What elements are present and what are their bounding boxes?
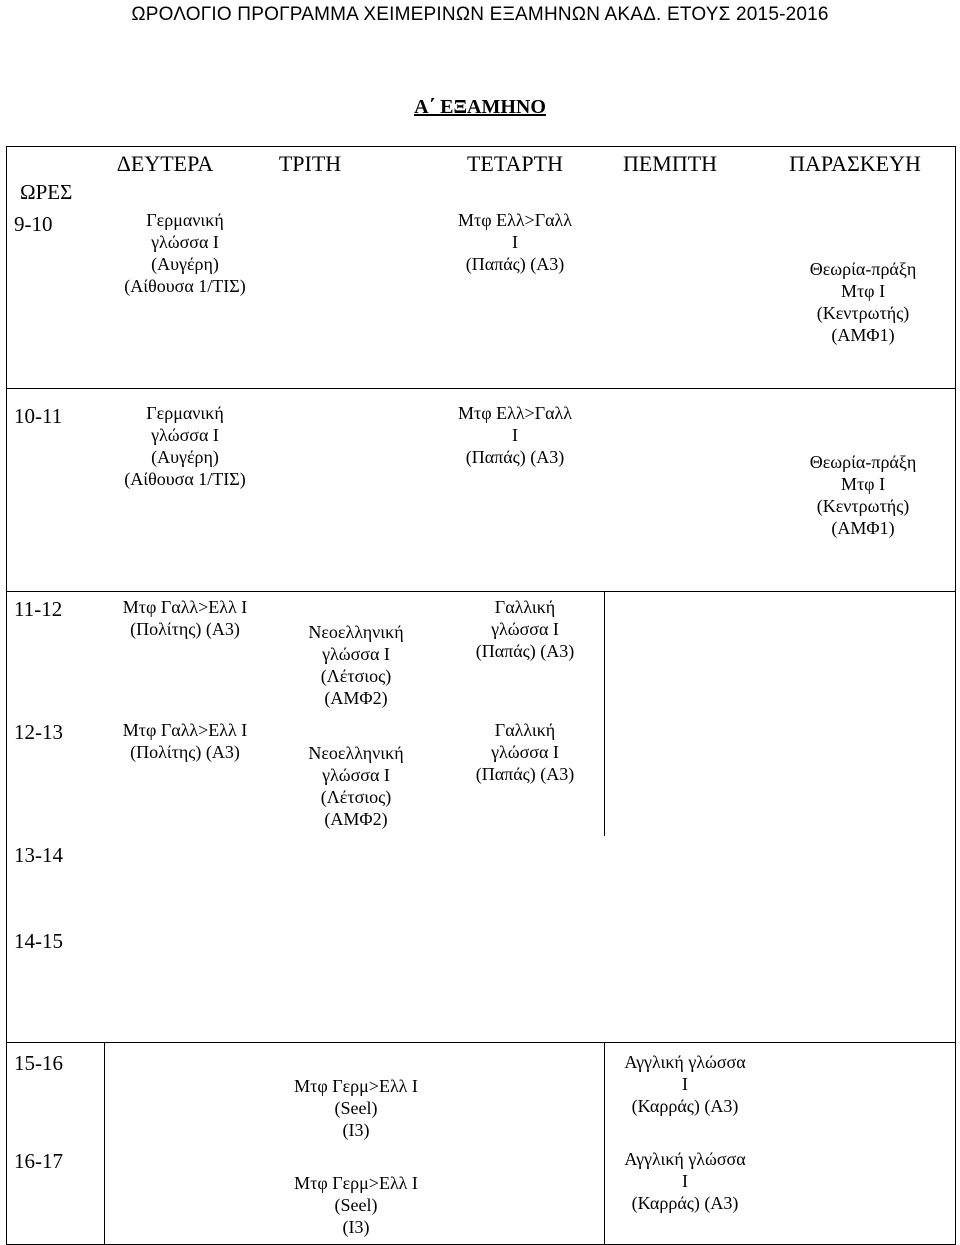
cell-line: (Αυγέρη)	[151, 447, 219, 467]
semester-heading: Α΄ ΕΞΑΜΗΝΟ	[414, 96, 546, 118]
class-cell	[256, 1075, 456, 1141]
cell-line: (Αίθουσα 1/ΤΙΣ)	[124, 276, 246, 296]
day-header-friday: ΠΑΡΑΣΚΕΥΗ	[789, 151, 921, 176]
document-title: ΩΡΟΛΟΓΙΟ ΠΡΟΓΡΑΜΜΑ ΧΕΙΜΕΡΙΝΩΝ ΕΞΑΜΗΝΩΝ ΑΚΑΔ. ΕΤΟΥΣ 2015-2016	[131, 4, 829, 25]
cell-line: Νεοελληνική	[308, 743, 404, 763]
cell-line: (Καρράς) (Α3)	[631, 1096, 739, 1116]
class-cell	[425, 596, 625, 662]
cell-line: (Παπάς) (Α3)	[465, 447, 565, 467]
cell-line: (ΑΜΦ2)	[324, 809, 388, 829]
cell-line: Μτφ Γαλλ>Ελλ Ι	[122, 597, 248, 617]
day-header-tuesday: ΤΡΙΤΗ	[278, 151, 342, 176]
class-cell	[85, 596, 285, 640]
cell-line: (ΑΜΦ2)	[324, 688, 388, 708]
cell-line: Μτφ Ελλ>Γαλλ	[457, 210, 573, 230]
class-cell	[256, 1172, 456, 1238]
cell-line: (Παπάς) (Α3)	[475, 764, 575, 784]
cell-line: (Πολίτης) (Α3)	[130, 619, 240, 639]
day-header-wednesday: ΤΕΤΑΡΤΗ	[466, 151, 563, 176]
cell-line: Μτφ Γερμ>Ελλ Ι	[294, 1076, 418, 1096]
cell-line: Μτφ Γαλλ>Ελλ Ι	[122, 720, 248, 740]
cell-line: γλώσσα Ι	[491, 619, 559, 639]
class-cell	[85, 209, 285, 297]
cell-line: γλώσσα Ι	[151, 425, 219, 445]
class-cell	[763, 258, 960, 346]
hour-label: 12-13	[14, 720, 63, 744]
cell-line: (Αυγέρη)	[151, 254, 219, 274]
class-cell	[415, 402, 615, 468]
cell-line: Ι	[512, 425, 518, 445]
cell-line: Ι	[682, 1171, 688, 1191]
class-cell	[415, 209, 615, 275]
grid-line	[6, 146, 7, 1244]
cell-line: Γαλλική	[494, 720, 556, 740]
hour-label: 14-15	[14, 929, 63, 953]
cell-line: Αγγλική γλώσσα	[624, 1149, 746, 1169]
hour-label: 9-10	[14, 212, 53, 236]
hour-label: 16-17	[14, 1149, 63, 1173]
class-cell	[425, 719, 625, 785]
cell-line: γλώσσα Ι	[151, 232, 219, 252]
cell-line: γλώσσα Ι	[322, 765, 390, 785]
grid-line	[6, 591, 956, 592]
cell-line: Νεοελληνική	[308, 622, 404, 642]
cell-line: (Seel)	[334, 1195, 378, 1215]
cell-line: (Πολίτης) (Α3)	[130, 742, 240, 762]
cell-line: (Κεντρωτής)	[816, 496, 910, 516]
cell-line: Ι	[512, 232, 518, 252]
cell-line: Μτφ Ι	[840, 474, 886, 494]
grid-line	[104, 1042, 105, 1244]
cell-line: (Ι3)	[342, 1217, 370, 1237]
class-cell	[85, 402, 285, 490]
cell-line: Μτφ Γερμ>Ελλ Ι	[294, 1173, 418, 1193]
cell-line: (ΑΜΦ1)	[831, 325, 895, 345]
cell-line: Μτφ Ελλ>Γαλλ	[457, 403, 573, 423]
cell-line: Γερμανική	[146, 403, 224, 423]
cell-line: (Αίθουσα 1/ΤΙΣ)	[124, 469, 246, 489]
cell-line: (ΑΜΦ1)	[831, 518, 895, 538]
grid-line	[6, 388, 956, 389]
class-cell	[763, 451, 960, 539]
cell-line: (Ι3)	[342, 1120, 370, 1140]
class-cell	[585, 1148, 785, 1214]
cell-line: γλώσσα Ι	[491, 742, 559, 762]
hour-label: 10-11	[14, 404, 63, 428]
cell-line: Ι	[682, 1074, 688, 1094]
cell-line: Γαλλική	[494, 597, 556, 617]
cell-line: Θεωρία-πράξη	[809, 452, 917, 472]
day-header-monday: ΔΕΥΤΕΡΑ	[116, 151, 214, 176]
cell-line: Θεωρία-πράξη	[809, 259, 917, 279]
cell-line: Αγγλική γλώσσα	[624, 1052, 746, 1072]
cell-line: γλώσσα Ι	[322, 644, 390, 664]
cell-line: Μτφ Ι	[840, 281, 886, 301]
cell-line: (Seel)	[334, 1098, 378, 1118]
cell-line: (Λέτσιος)	[320, 787, 392, 807]
class-cell	[585, 1051, 785, 1117]
cell-line: Γερμανική	[146, 210, 224, 230]
hour-label: 15-16	[14, 1051, 63, 1075]
class-cell	[85, 719, 285, 763]
cell-line: (Καρράς) (Α3)	[631, 1193, 739, 1213]
grid-line	[6, 146, 956, 147]
hour-label: 13-14	[14, 843, 63, 867]
hour-label: 11-12	[14, 597, 63, 621]
cell-line: (Λέτσιος)	[320, 666, 392, 686]
cell-line: (Παπάς) (Α3)	[475, 641, 575, 661]
cell-line: (Κεντρωτής)	[816, 303, 910, 323]
hours-label: ΩΡΕΣ	[20, 180, 73, 204]
grid-line	[6, 1042, 956, 1043]
cell-line: (Παπάς) (Α3)	[465, 254, 565, 274]
day-header-thursday: ΠΕΜΠΤΗ	[622, 151, 718, 176]
